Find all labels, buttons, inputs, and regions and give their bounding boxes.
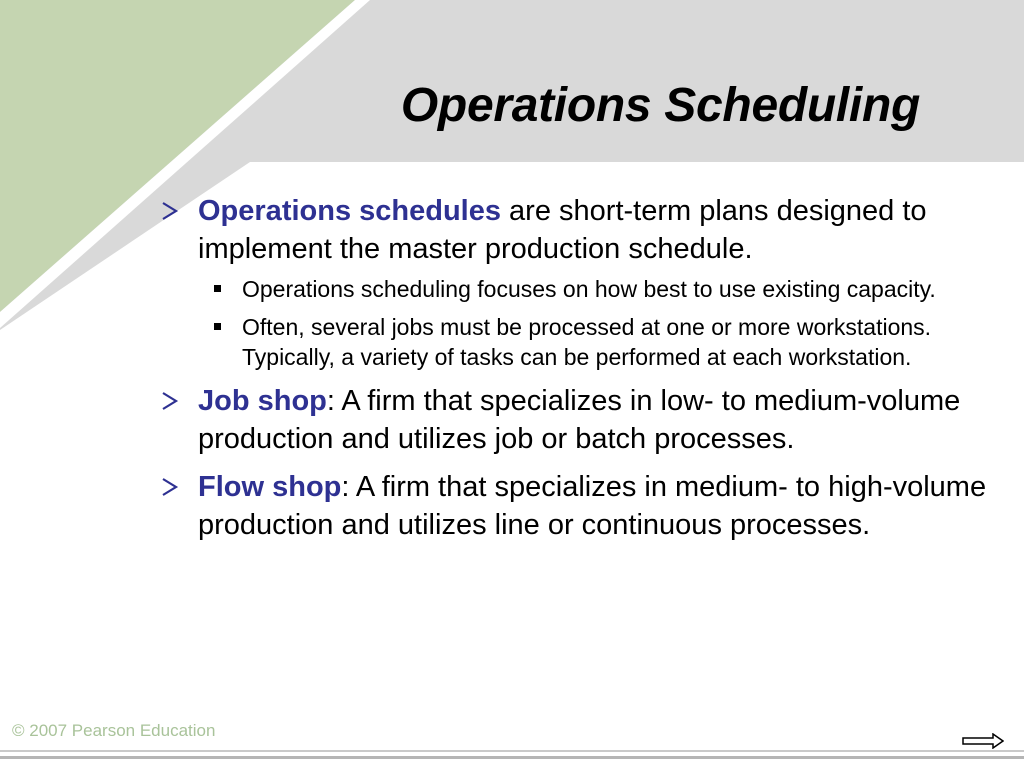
bullet-text: : A firm that specializes in medium- to high-volume production and utilizes line or continuous processes. <box>198 471 987 541</box>
arrow-bullet-icon <box>160 201 180 221</box>
square-bullet-icon <box>214 285 221 292</box>
bullet-job-shop <box>160 382 990 458</box>
sub-bullet-text: Often, several jobs must be processed at one or more workstations. Typically, a variety of tasks can be performed at each workstation. <box>242 314 932 370</box>
slide-body <box>160 192 990 546</box>
bullet-flow-shop <box>160 468 990 544</box>
next-slide-arrow-icon[interactable] <box>962 733 1004 749</box>
bullet-term: Job shop <box>198 385 327 417</box>
arrow-bullet-icon <box>160 477 180 497</box>
bullet-term: Operations schedules <box>198 195 501 227</box>
footer-divider <box>0 750 1024 752</box>
sub-bullet <box>160 274 990 304</box>
bullet-text: : A firm that specializes in low- to medium-volume production and utilizes job or batch processes. <box>198 385 961 455</box>
sub-bullet-list <box>160 274 990 372</box>
sub-bullet <box>160 312 990 372</box>
footer-divider <box>0 756 1024 759</box>
bullet-text: are short-term plans designed to implement the master production schedule. <box>198 195 927 265</box>
slide-title: Operations Scheduling <box>400 79 920 132</box>
bullet-operations-schedules <box>160 192 990 268</box>
bullet-term: Flow shop <box>198 471 342 503</box>
arrow-bullet-icon <box>160 391 180 411</box>
square-bullet-icon <box>214 323 221 330</box>
copyright-footer: © 2007 Pearson Education <box>12 721 216 740</box>
sub-bullet-text: Operations scheduling focuses on how best to use existing capacity. <box>242 276 936 302</box>
